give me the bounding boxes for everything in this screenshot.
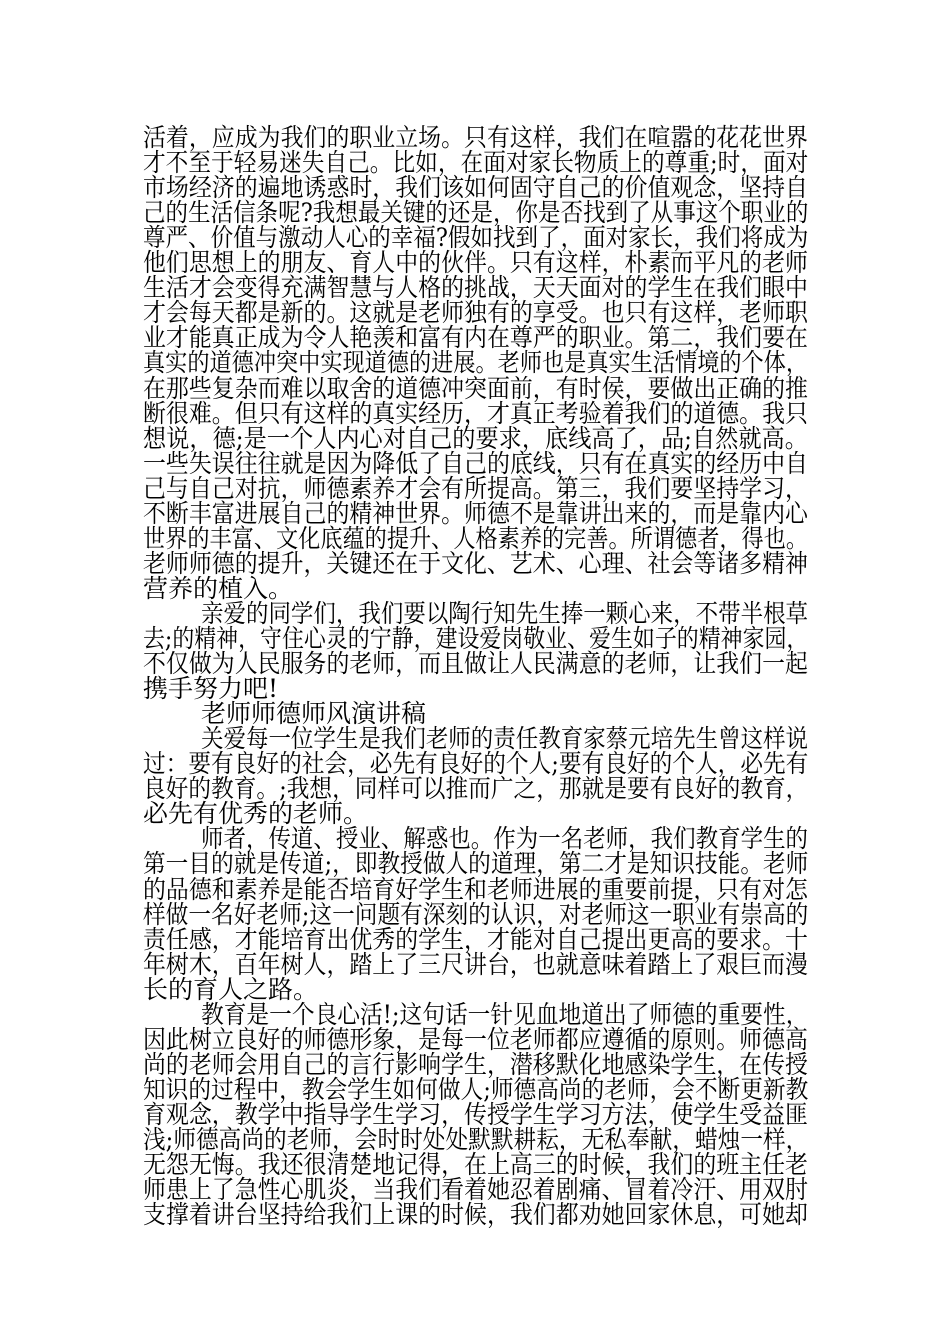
text-line: 师者，传道、授业、解惑也。作为一名老师，我们教育学生的 [201,824,809,853]
text-line: 亲爱的同学们，我们要以陶行知先生捧一颗心来，不带半根草 [201,599,809,628]
text-line: 营养的植入。 [143,574,294,603]
text-line: 世界的丰富、文化底蕴的提升、人格素养的完善。所谓德者，得也。 [143,524,809,553]
text-line: 在那些复杂而难以取舍的道德冲突面前，有时侯，要做出正确的推 [143,374,808,403]
text-line: 无怨无悔。我还很清楚地记得，在上高三的时候，我们的班主任老 [143,1150,808,1179]
text-line: 不仅做为人民服务的老师，而且做让人民满意的老师，让我们一起 [143,649,808,678]
text-line: 责任感，才能培育出优秀的学生，才能对自己提出更高的要求。十 [143,925,808,954]
text-line: 年树木，百年树人，踏上了三尺讲台，也就意味着踏上了艰巨而漫 [143,950,808,979]
text-line: 不断丰富进展自己的精神世界。师德不是靠讲出来的，而是靠内心 [143,499,808,528]
text-line: 市场经济的遍地诱惑时，我们该如何固守自己的价值观念，坚持自 [143,173,808,202]
text-line: 业才能真正成为令人艳羡和富有内在尊严的职业。第二，我们要在 [143,323,808,352]
text-line: 第一目的就是传道;，即教授做人的道理，第二才是知识技能。老师 [143,849,809,878]
text-line: 关爱每一位学生是我们老师的责任教育家蔡元培先生曾这样说 [201,724,809,753]
text-line: 知识的过程中，教会学生如何做人;师德高尚的老师，会不断更新教 [143,1075,809,1104]
text-line: 生活才会变得充满智慧与人格的挑战，天天面对的学生在我们眼中 [143,273,808,302]
text-line: 浅;师德高尚的老师，会时时处处默默耕耘，无私奉献，蜡烛一样， [143,1125,809,1154]
text-line: 师患上了急性心肌炎，当我们看着她忍着剧痛、冒着冷汗、用双肘 [143,1175,808,1204]
text-line: 因此树立良好的师德形象，是每一位老师都应遵循的原则。师德高 [143,1025,808,1054]
text-line: 必先有优秀的老师。 [143,799,369,828]
text-line: 的品德和素养是能否培育好学生和老师进展的重要前提，只有对怎 [143,875,808,904]
speech-title: 老师师德师风演讲稿 [201,699,427,728]
text-line: 过：要有良好的社会，必先有良好的个人;要有良好的个人，必先有 [143,749,809,778]
text-line: 教育是一个良心活!;这句话一针见血地道出了师德的重要性， [201,1000,809,1029]
text-line: 他们思想上的朋友、育人中的伙伴。只有这样，朴素而平凡的老师 [143,248,808,277]
text-line: 育观念，教学中指导学生学习，传授学生学习方法，使学生受益匪 [143,1100,808,1129]
text-line: 想说，德;是一个人内心对自己的要求，底线高了，品;自然就高。 [143,424,808,453]
text-line: 尊严、价值与激动人心的幸福?假如找到了，面对家长，我们将成为 [143,223,809,252]
text-line: 去;的精神，守住心灵的宁静，建设爱岗敬业、爱生如子的精神家园， [143,624,809,653]
text-line: 支撑着讲台坚持给我们上课的时候，我们都劝她回家休息，可她却 [143,1200,808,1229]
text-line: 真实的道德冲突中实现道德的进展。老师也是真实生活情境的个体， [143,348,809,377]
text-line: 己与自己对抗，师德素养才会有所提高。第三，我们要坚持学习， [143,474,808,503]
text-line: 良好的教育。;我想，同样可以推而广之，那就是要有良好的教育， [143,774,809,803]
text-line: 老师师德的提升，关键还在于文化、艺术、心理、社会等诸多精神 [143,549,808,578]
text-line: 一些失误往往就是因为降低了自己的底线，只有在真实的经历中自 [143,449,808,478]
text-line: 才会每天都是新的。这就是老师独有的享受。也只有这样，老师职 [143,298,808,327]
document-page [143,0,808,1344]
text-line: 尚的老师会用自己的言行影响学生，潜移默化地感染学生，在传授 [143,1050,808,1079]
text-line: 才不至于轻易迷失自己。比如，在面对家长物质上的尊重;时，面对 [143,148,809,177]
text-line: 断很难。但只有这样的真实经历，才真正考验着我们的道德。我只 [143,399,808,428]
text-line: 己的生活信条呢?我想最关键的还是，你是否找到了从事这个职业的 [143,198,809,227]
text-line: 携手努力吧! [143,674,279,703]
text-line: 活着，应成为我们的职业立场。只有这样，我们在喧嚣的花花世界 [143,123,808,152]
text-line: 长的育人之路。 [143,975,319,1004]
text-line: 样做一名好老师;这一问题有深刻的认识，对老师这一职业有崇高的 [143,900,809,929]
